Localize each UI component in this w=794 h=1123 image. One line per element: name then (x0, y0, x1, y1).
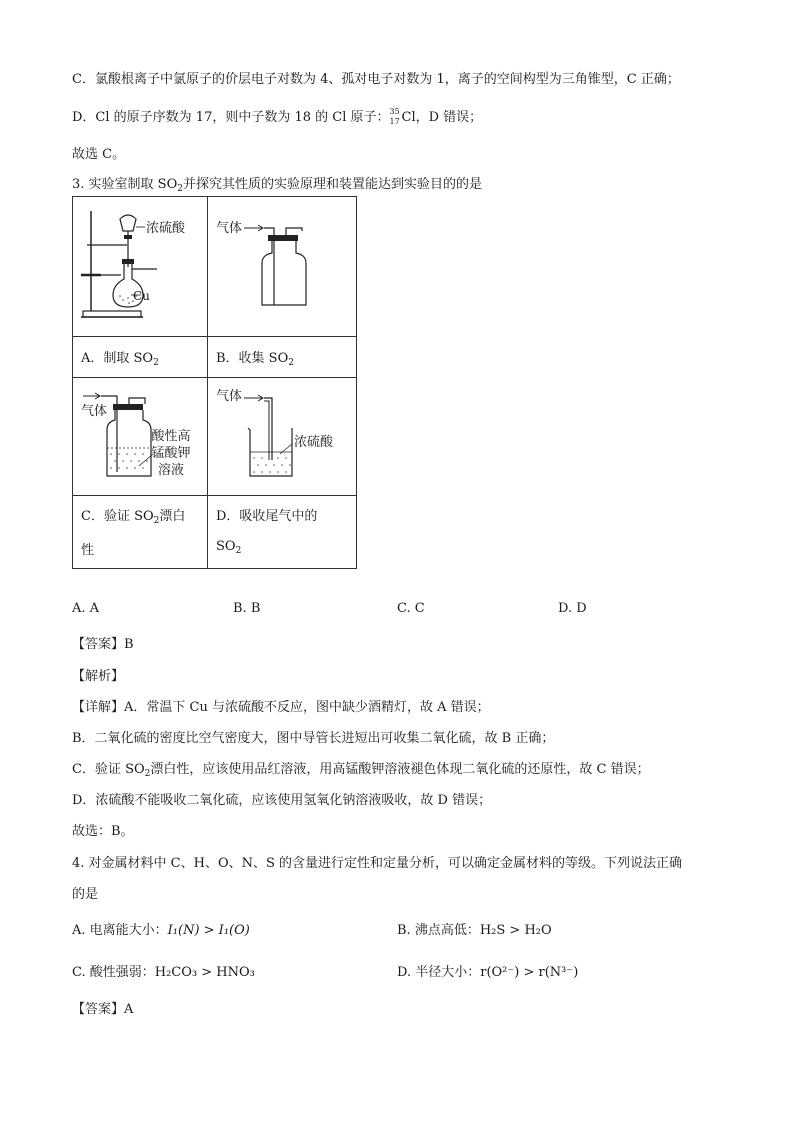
q3-choice-b[interactable]: B. B (233, 601, 261, 616)
label-kmno4-line1: 酸性高 (151, 429, 191, 444)
prev-explain-d (72, 106, 482, 127)
prev-explain-d-post: ，D 错误； (415, 110, 483, 125)
q4-option-b[interactable]: B. 沸点高低：H₂S > H₂O (397, 923, 552, 938)
apparatus-a-diagram (73, 197, 207, 332)
q4-stem-line2: 的是 (72, 887, 99, 902)
cell-caption-b: B．收集 $SO_2$ (208, 337, 357, 378)
q3-choice-c[interactable]: C. C (397, 601, 425, 616)
cell-caption-d: D．吸收尾气中的 $SO_2$ (208, 496, 357, 569)
cell-apparatus-a (73, 197, 208, 337)
apparatus-b-diagram (208, 197, 356, 332)
prev-conclusion: 故选 C。 (72, 147, 126, 162)
q3-explain-d: D．浓硫酸不能吸收二氧化硫，应该使用氢氧化钠溶液吸收，故 D 错误； (72, 793, 492, 808)
label-conc-h2so4-d: 浓硫酸 (294, 435, 334, 450)
q3-choice-d[interactable]: D. D (558, 601, 587, 616)
label-gas-d: 气体 (216, 389, 243, 404)
q3-stem: 3. 实验室制取 $SO_2$并探究其性质的实验原理和装置能达到实验目的的是 (72, 177, 482, 194)
q3-explain-c: C．验证 $SO_2$漂白性，应该使用品红溶液，用高锰酸钾溶液褪色体现二氧化硫的还原性，故 C 错误； (72, 762, 650, 779)
q3-explain-b: B．二氧化硫的密度比空气密度大，图中导管长进短出可收集二氧化硫，故 B 正确； (72, 731, 555, 746)
label-conc-h2so4-a: 浓硫酸 (146, 221, 186, 236)
q4-option-a-formula: I₁(N) > I₁(O) (167, 923, 250, 938)
cell-caption-a: A．制取 $SO_2$ (73, 337, 208, 378)
label-cu: Cu (133, 289, 150, 303)
q3-explain-a: 【详解】A．常温下 Cu 与浓硫酸不反应，图中缺少酒精灯，故 A 错误； (72, 700, 490, 715)
isotope-notation: 35 17 (389, 107, 400, 126)
cell-apparatus-d (208, 378, 357, 496)
apparatus-c-diagram (73, 378, 207, 491)
q4-answer: 【答案】A (72, 1002, 134, 1017)
q3-choice-a[interactable]: A. A (72, 601, 100, 616)
q4-option-d-formula: r(O²⁻) > r(N³⁻) (480, 965, 579, 980)
prev-explain-d-pre: D．Cl 的原子序数为 17，则中子数为 18 的 Cl 原子： (72, 110, 390, 125)
q3-analysis-tag: 【解析】 (72, 669, 125, 684)
cell-apparatus-c (73, 378, 208, 496)
q3-conclusion: 故选：B。 (72, 824, 134, 839)
prev-explain-c: C．氯酸根离子中氯原子的价层电子对数为 4、孤对电子对数为 1，离子的空间构型为三角锥型，C 正确； (72, 72, 680, 87)
q4-option-a[interactable]: A. 电离能大小：I₁(N) > I₁(O) (72, 923, 250, 938)
q4-option-c[interactable]: C. 酸性强弱：H₂CO₃ > HNO₃ (72, 965, 255, 980)
cell-caption-c: C．验证 $SO_2$漂白 性 (73, 496, 208, 569)
q4-stem-line1: 4. 对金属材料中 C、H、O、N、S 的含量进行定性和定量分析，可以确定金属材料的等级。下列说法正确 (72, 856, 683, 871)
label-gas-c: 气体 (81, 404, 108, 419)
q4-option-b-formula: H₂S > H₂O (479, 923, 552, 938)
label-kmno4-line3: 溶液 (157, 463, 185, 478)
cell-apparatus-b (208, 197, 357, 337)
apparatus-d-diagram (208, 378, 356, 491)
isotope-symbol: Cl (401, 110, 416, 125)
q4-option-d[interactable]: D. 半径大小：r(O²⁻) > r(N³⁻) (397, 965, 579, 980)
q3-answer: 【答案】B (72, 637, 134, 652)
q4-option-c-formula: H₂CO₃ > HNO₃ (154, 965, 255, 980)
label-kmno4-line2: 锰酸钾 (151, 446, 191, 461)
label-gas-b: 气体 (216, 221, 243, 236)
q3-option-table (72, 196, 357, 569)
